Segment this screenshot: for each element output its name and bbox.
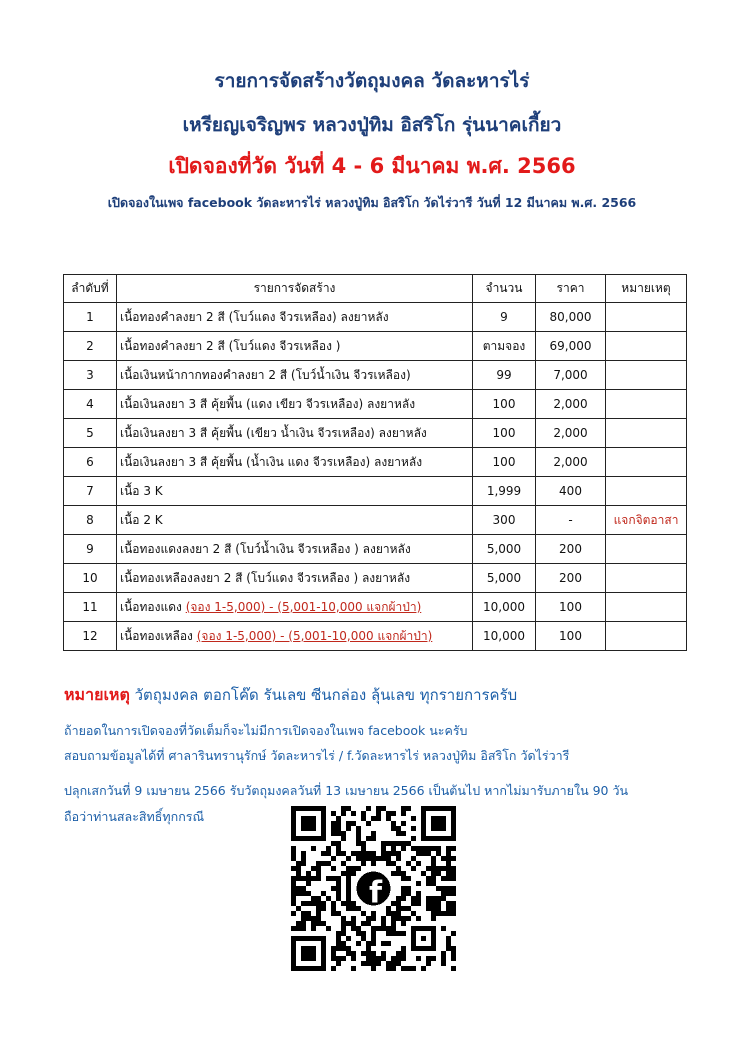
row-note xyxy=(606,535,687,564)
row-qty: 100 xyxy=(473,390,536,419)
row-number: 2 xyxy=(64,332,117,361)
row-item-text: เนื้อ 3 K xyxy=(120,483,163,498)
header-no: ลำดับที่ xyxy=(64,275,117,303)
row-number: 1 xyxy=(64,303,117,332)
subtitle: เปิดจองในเพจ facebook วัดละหารไร่ หลวงปู่ทิม อิสริโก วัดไร่วารี วันที่ 12 มีนาคม พ.ศ. 2566 xyxy=(107,195,637,210)
row-note xyxy=(606,419,687,448)
row-item-text: เนื้อทองคำลงยา 2 สี (โบว์แดง จีวรเหลือง) ลงยาหลัง xyxy=(120,309,389,324)
svg-text:f: f xyxy=(368,875,383,911)
row-note xyxy=(606,448,687,477)
row-item-text: เนื้อทองเหลืองลงยา 2 สี (โบว์แดง จีวรเหลือง ) ลงยาหลัง xyxy=(120,570,411,585)
remarks-label: หมายเหตุ xyxy=(64,685,130,704)
row-price: 7,000 xyxy=(536,361,606,390)
title-line-1: รายการจัดสร้างวัตถุมงคล วัดละหารไร่ xyxy=(214,70,530,92)
row-item-text: เนื้อทองแดงลงยา 2 สี (โบว์น้ำเงิน จีวรเหลือง ) ลงยาหลัง xyxy=(120,541,411,556)
row-item xyxy=(117,448,473,477)
table-row xyxy=(64,448,687,477)
row-number: 4 xyxy=(64,390,117,419)
header-qty: จำนวน xyxy=(473,275,536,303)
row-qty: 10,000 xyxy=(473,593,536,622)
row-item xyxy=(117,506,473,535)
title-line-3: เปิดจองที่วัด วันที่ 4 - 6 มีนาคม พ.ศ. 2566 xyxy=(168,154,576,178)
row-item xyxy=(117,593,473,622)
row-qty: 100 xyxy=(473,448,536,477)
row-number: 12 xyxy=(64,622,117,651)
title-line-2: เหรียญเจริญพร หลวงปู่ทิม อิสริโก รุ่นนาคเกี้ยว xyxy=(182,114,562,136)
row-qty: 99 xyxy=(473,361,536,390)
row-price: 80,000 xyxy=(536,303,606,332)
row-price: 200 xyxy=(536,535,606,564)
row-note: แจกจิตอาสา xyxy=(606,506,687,535)
facebook-qr-code-icon xyxy=(291,806,456,971)
row-price: 2,000 xyxy=(536,419,606,448)
row-item-text: เนื้อเงินหน้ากากทองคำลงยา 2 สี (โบว์น้ำเงิน จีวรเหลือง) xyxy=(120,367,411,382)
table-row xyxy=(64,593,687,622)
row-item-text: เนื้อเงินลงยา 3 สี คุ้ยพื้น (แดง เขียว จีวรเหลือง) ลงยาหลัง xyxy=(120,396,416,411)
row-price: 69,000 xyxy=(536,332,606,361)
row-item-extra: (จอง 1-5,000) - (5,001-10,000 แจกผ้าป่า) xyxy=(196,628,433,643)
row-price: 200 xyxy=(536,564,606,593)
row-qty: 100 xyxy=(473,419,536,448)
row-note xyxy=(606,593,687,622)
row-qty: 5,000 xyxy=(473,535,536,564)
remarks-text: วัตถุมงคล ตอกโค๊ด รันเลข ซีนกล่อง ลุ้นเลข ทุกรายการครับ xyxy=(129,686,518,704)
row-item xyxy=(117,419,473,448)
remarks-line-1: ถ้ายอดในการเปิดจองที่วัดเต็มก็จะไม่มีการเปิดจองในเพจ facebook นะครับ xyxy=(64,723,468,738)
table-row xyxy=(64,419,687,448)
row-note xyxy=(606,564,687,593)
table-row xyxy=(64,535,687,564)
row-number: 10 xyxy=(64,564,117,593)
table-row xyxy=(64,477,687,506)
row-item xyxy=(117,564,473,593)
row-number: 8 xyxy=(64,506,117,535)
row-item xyxy=(117,303,473,332)
row-item-text: เนื้อเงินลงยา 3 สี คุ้ยพื้น (เขียว น้ำเงิน จีวรเหลือง) ลงยาหลัง xyxy=(120,425,427,440)
row-price: - xyxy=(536,506,606,535)
row-item-text: เนื้อเงินลงยา 3 สี คุ้ยพื้น (น้ำเงิน แดง จีวรเหลือง) ลงยาหลัง xyxy=(120,454,423,469)
row-qty: 300 xyxy=(473,506,536,535)
table-row xyxy=(64,622,687,651)
row-qty: ตามจอง xyxy=(473,332,536,361)
row-item-text: เนื้อ 2 K xyxy=(120,512,163,527)
row-price: 2,000 xyxy=(536,448,606,477)
table-row xyxy=(64,303,687,332)
row-price: 2,000 xyxy=(536,390,606,419)
table-row xyxy=(64,361,687,390)
row-price: 100 xyxy=(536,593,606,622)
row-qty: 5,000 xyxy=(473,564,536,593)
row-price: 100 xyxy=(536,622,606,651)
table-row xyxy=(64,506,687,535)
table-row xyxy=(64,332,687,361)
remarks-section xyxy=(64,683,734,824)
row-item xyxy=(117,361,473,390)
row-note xyxy=(606,332,687,361)
remarks-line-3: ปลุกเสกวันที่ 9 เมษายน 2566 รับวัตถุมงคลวันที่ 13 เมษายน 2566 เป็นต้นไป หากไม่มารับภายใน 90 วัน xyxy=(64,783,629,798)
table-header-row xyxy=(64,275,687,303)
table-row xyxy=(64,390,687,419)
row-note xyxy=(606,477,687,506)
row-item xyxy=(117,477,473,506)
row-number: 5 xyxy=(64,419,117,448)
row-note xyxy=(606,303,687,332)
row-note xyxy=(606,622,687,651)
table-row xyxy=(64,564,687,593)
row-note xyxy=(606,361,687,390)
row-price: 400 xyxy=(536,477,606,506)
row-number: 3 xyxy=(64,361,117,390)
items-table xyxy=(63,274,687,651)
row-item xyxy=(117,390,473,419)
row-qty: 10,000 xyxy=(473,622,536,651)
header-price: ราคา xyxy=(536,275,606,303)
remarks-line-4: ถือว่าท่านสละสิทธิ์ทุกกรณี xyxy=(64,809,205,824)
remarks-line-2: สอบถามข้อมูลได้ที่ ศาลารินทรานุรักษ์ วัดละหารไร่ / f.วัดละหารไร่ หลวงปู่ทิม อิสริโก วัดไร่วารี xyxy=(64,748,570,763)
row-note xyxy=(606,390,687,419)
row-qty: 1,999 xyxy=(473,477,536,506)
row-item xyxy=(117,622,473,651)
row-number: 7 xyxy=(64,477,117,506)
row-number: 6 xyxy=(64,448,117,477)
row-number: 11 xyxy=(64,593,117,622)
header-item: รายการจัดสร้าง xyxy=(117,275,473,303)
header-note: หมายเหตุ xyxy=(606,275,687,303)
row-qty: 9 xyxy=(473,303,536,332)
row-item-text: เนื้อทองคำลงยา 2 สี (โบว์แดง จีวรเหลือง ) xyxy=(120,338,341,353)
remarks-heading xyxy=(64,683,734,708)
row-item-extra: (จอง 1-5,000) - (5,001-10,000 แจกผ้าป่า) xyxy=(185,599,422,614)
row-item-text: เนื้อทองเหลือง xyxy=(120,628,197,643)
row-item xyxy=(117,535,473,564)
row-item-text: เนื้อทองแดง xyxy=(120,599,186,614)
row-item xyxy=(117,332,473,361)
row-number: 9 xyxy=(64,535,117,564)
